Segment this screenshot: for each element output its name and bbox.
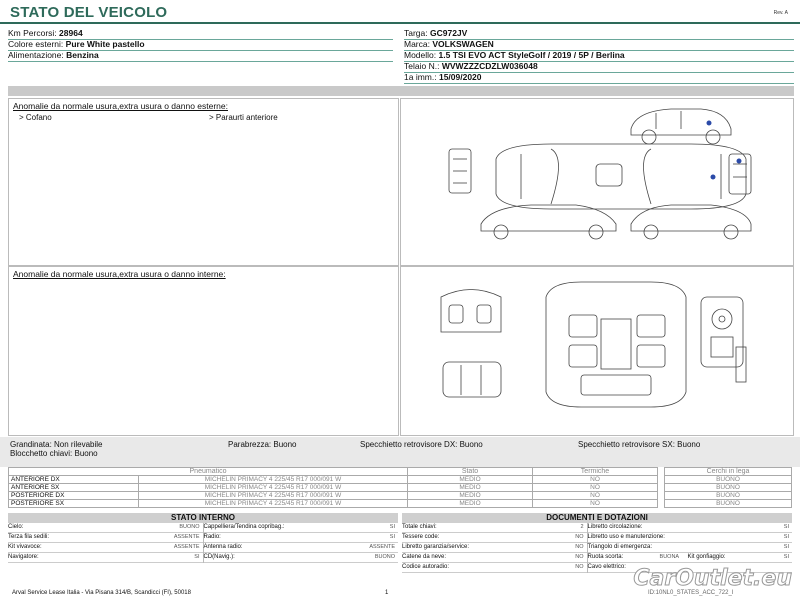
kv-row xyxy=(204,543,399,553)
table-row xyxy=(9,484,658,492)
external-damage-item: > Paraurti anteriore xyxy=(209,113,278,122)
kv-row xyxy=(588,553,792,563)
kv-label: Terza fila sedili: xyxy=(8,534,50,540)
km-label: Km Percorsi: xyxy=(8,28,57,38)
kv-row xyxy=(8,533,203,543)
kv-value: SI xyxy=(783,524,789,530)
internal-car-diagram xyxy=(401,267,793,435)
windshield-status: Parabrezza: Buono xyxy=(228,440,297,449)
kv-row xyxy=(8,543,203,553)
kv-label: Navigatore: xyxy=(8,554,39,560)
tyre-stato: MEDIO xyxy=(408,492,533,500)
tyre-termiche: NO xyxy=(533,476,658,484)
tyre-position: POSTERIORE SX xyxy=(9,500,139,508)
tyre-stato: MEDIO xyxy=(408,476,533,484)
kv-row xyxy=(402,533,587,543)
kv-value: BUONO xyxy=(374,554,395,560)
kv-value: NO xyxy=(575,554,584,560)
internal-damage-title: Anomalie da normale usura,extra usura o danno interne: xyxy=(13,269,226,279)
kv-row xyxy=(204,533,399,543)
tyre-termiche: NO xyxy=(533,500,658,508)
kv-label: Kit vivavoce: xyxy=(8,544,42,550)
tyre-termiche: NO xyxy=(533,492,658,500)
page-title: STATO DEL VEICOLO xyxy=(10,4,168,21)
hail-status: Grandinata: Non rilevabile xyxy=(10,440,103,449)
color-value: Pure White pastello xyxy=(65,39,145,49)
plate-value: GC972JV xyxy=(430,28,468,38)
kv-value: SI xyxy=(389,534,395,540)
kv-label: Cavo elettrico: xyxy=(587,564,626,570)
kv-label: Catene da neve: xyxy=(402,554,447,560)
kv-label: Codice autoradio: xyxy=(402,564,450,570)
rim-status: BUONO xyxy=(665,484,792,492)
watermark-logo: CarOutlet.eu xyxy=(633,566,792,591)
kv-row xyxy=(402,523,587,533)
kv-label: Tessere code: xyxy=(402,534,440,540)
kv-value: SI xyxy=(783,544,789,550)
kv-value: BUONA xyxy=(659,554,680,560)
brand-label: Marca: xyxy=(404,39,430,49)
revision-label: Rev. A xyxy=(773,10,788,16)
external-car-diagram xyxy=(401,99,793,265)
model-value: 1.5 TSI EVO ACT StyleGolf / 2019 / 5P / Berlina xyxy=(438,50,625,60)
documents-section xyxy=(402,513,792,573)
kv-label: Kit gonfiaggio: xyxy=(687,554,726,560)
kv-row xyxy=(588,543,792,553)
kv-label: Triangolo di emergenza: xyxy=(587,544,653,550)
kv-label: Libretto circolazione: xyxy=(587,524,643,530)
table-row xyxy=(9,476,658,484)
internal-state-title: STATO INTERNO xyxy=(8,513,398,523)
kv-row xyxy=(402,563,587,573)
brand-value: VOLKSWAGEN xyxy=(432,39,494,49)
kv-row xyxy=(588,533,792,543)
kv-value: NO xyxy=(575,564,584,570)
kv-value: NO xyxy=(575,544,584,550)
mirror-right-status: Specchietto retrovisore DX: Buono xyxy=(360,440,483,449)
footer-address: Arval Service Lease Italia - Via Pisana 314/B, Scandicci (FI), 50018 xyxy=(12,590,191,596)
section-separator xyxy=(8,86,794,96)
tyre-col-header: Pneumatico xyxy=(9,468,408,476)
tyre-position: ANTERIORE SX xyxy=(9,484,139,492)
table-row xyxy=(9,500,658,508)
kv-value: ASSENTE xyxy=(173,534,200,540)
plate-label: Targa: xyxy=(404,28,428,38)
rims-col-header: Cerchi in lega xyxy=(665,468,792,476)
km-value: 28964 xyxy=(59,28,83,38)
tyre-model: MICHELIN PRIMACY 4 225/45 R17 000/091 W xyxy=(139,476,408,484)
kv-value: ASSENTE xyxy=(369,544,395,550)
internal-state-section xyxy=(8,513,398,563)
kv-label: Libretto uso e manutenzione: xyxy=(587,534,665,540)
tyre-position: POSTERIORE DX xyxy=(9,492,139,500)
kv-row xyxy=(204,523,399,533)
kv-value: ASSENTE xyxy=(173,544,200,550)
internal-car-diagram-panel xyxy=(400,266,794,436)
external-car-diagram-panel xyxy=(400,98,794,266)
kv-value: 2 xyxy=(580,524,584,530)
kv-label: Radio: xyxy=(203,534,221,540)
kv-label: Cielo: xyxy=(8,524,24,530)
tyre-header-row xyxy=(9,468,658,476)
rim-status: BUONO xyxy=(665,492,792,500)
vin-value: WVWZZZCDZLW036048 xyxy=(441,61,538,71)
kv-row xyxy=(204,553,399,563)
header-divider xyxy=(0,22,800,24)
kv-value: SI xyxy=(194,554,200,560)
kv-row xyxy=(8,553,203,563)
kv-value: SI xyxy=(389,524,395,530)
model-label: Modello: xyxy=(404,50,437,60)
kv-label: Totale chiavi: xyxy=(402,524,437,530)
external-damage-title: Anomalie da normale usura,extra usura o danno esterne: xyxy=(13,101,228,111)
rims-table xyxy=(664,467,792,508)
external-damage-panel xyxy=(8,98,399,266)
rim-status: BUONO xyxy=(665,476,792,484)
kv-row xyxy=(402,553,587,563)
tyre-col-header: Stato xyxy=(408,468,533,476)
kv-row xyxy=(402,543,587,553)
kv-label: Antenna radio: xyxy=(203,544,243,550)
table-row xyxy=(9,492,658,500)
vin-label: Telaio N.: xyxy=(404,61,440,71)
kv-label: Ruota scorta: xyxy=(587,554,624,560)
reg-date-value: 15/09/2020 xyxy=(438,72,482,82)
key-block-status: Blocchetto chiavi: Buono xyxy=(10,449,98,458)
documents-left xyxy=(402,523,588,573)
kv-label: Libretto garanzia/service: xyxy=(402,544,470,550)
fuel-value: Benzina xyxy=(66,50,99,60)
page-number: 1 xyxy=(385,590,389,596)
tyre-model: MICHELIN PRIMACY 4 225/45 R17 000/091 W xyxy=(139,484,408,492)
internal-state-left xyxy=(8,523,204,563)
kv-row xyxy=(8,523,203,533)
kv-value: NO xyxy=(575,534,584,540)
tyre-stato: MEDIO xyxy=(408,484,533,492)
rim-status: BUONO xyxy=(665,500,792,508)
tyre-stato: MEDIO xyxy=(408,500,533,508)
fuel-label: Alimentazione: xyxy=(8,50,64,60)
tyre-col-header: Termiche xyxy=(533,468,658,476)
tyre-model: MICHELIN PRIMACY 4 225/45 R17 000/091 W xyxy=(139,500,408,508)
tyre-model: MICHELIN PRIMACY 4 225/45 R17 000/091 W xyxy=(139,492,408,500)
internal-state-right xyxy=(204,523,399,563)
footer-id: ID:10NL0_STATES_ACC_722_I xyxy=(648,590,734,596)
kv-row xyxy=(588,523,792,533)
color-label: Colore esterni: xyxy=(8,39,64,49)
kv-label: Cappelliera/Tendina copribag.: xyxy=(203,524,285,530)
documents-title: DOCUMENTI E DOTAZIONI xyxy=(402,513,792,523)
kv-label: CD(Navig.): xyxy=(203,554,235,560)
kv-value: BUONO xyxy=(179,524,200,530)
tyre-table xyxy=(8,467,658,508)
external-damage-item: > Cofano xyxy=(19,113,52,122)
reg-date-row xyxy=(404,72,794,84)
mirror-left-status: Specchietto retrovisore SX: Buono xyxy=(578,440,701,449)
internal-damage-panel xyxy=(8,266,399,436)
fuel-row xyxy=(8,50,393,62)
tyre-termiche: NO xyxy=(533,484,658,492)
kv-value: SI xyxy=(783,554,789,560)
reg-date-label: 1a imm.: xyxy=(404,72,437,82)
tyre-position: ANTERIORE DX xyxy=(9,476,139,484)
kv-value: SI xyxy=(783,534,789,540)
